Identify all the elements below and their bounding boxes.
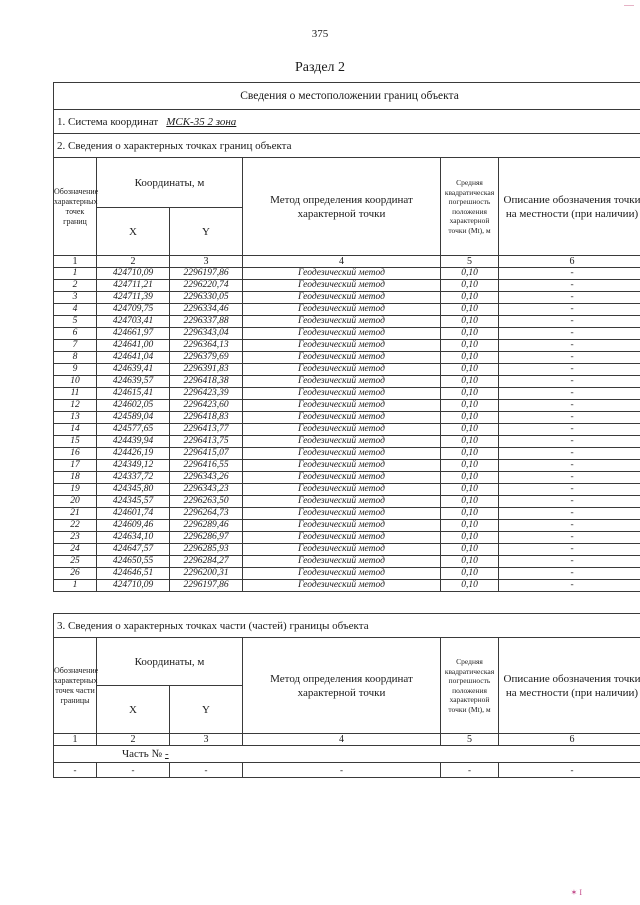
- cell-x: 424634,10: [97, 532, 170, 544]
- cell-desc: -: [499, 400, 640, 412]
- cell-id: 1: [54, 268, 97, 280]
- cell-y: 2296197,86: [170, 580, 243, 592]
- part-number-label: Часть №: [122, 748, 162, 760]
- cell-id: 19: [54, 484, 97, 496]
- cell-desc: -: [499, 280, 640, 292]
- cell-id: 26: [54, 568, 97, 580]
- cell-y: 2296286,97: [170, 532, 243, 544]
- cell-y: 2296197,86: [170, 268, 243, 280]
- cell-id: 14: [54, 424, 97, 436]
- cell-method: Геодезический метод: [243, 472, 441, 484]
- cell-y: 2296343,26: [170, 472, 243, 484]
- cell-id: 24: [54, 544, 97, 556]
- cell-y: 2296289,46: [170, 520, 243, 532]
- cell-method: Геодезический метод: [243, 508, 441, 520]
- cell-x: 424709,75: [97, 304, 170, 316]
- cell-id: 17: [54, 460, 97, 472]
- cell-x: 424602,05: [97, 400, 170, 412]
- cell-x: 424703,41: [97, 316, 170, 328]
- method-header: Метод определения координат характерной точки: [243, 158, 441, 256]
- table-title: Сведения о местоположении границ объекта: [54, 83, 640, 110]
- cell-id: 21: [54, 508, 97, 520]
- cell-y: 2296423,39: [170, 388, 243, 400]
- corner-mark: [624, 2, 634, 6]
- cell-x: 424710,09: [97, 580, 170, 592]
- table-row: [54, 376, 640, 388]
- cell-method: Геодезический метод: [243, 268, 441, 280]
- cell-y: 2296364,13: [170, 340, 243, 352]
- cell-err: 0,10: [441, 352, 499, 364]
- table-row: [54, 400, 640, 412]
- y-header: Y: [170, 208, 243, 256]
- cell-desc: -: [499, 580, 640, 592]
- table-row: [54, 580, 640, 592]
- cell-y: 2296343,23: [170, 484, 243, 496]
- table-row: [54, 556, 640, 568]
- cell-method: Геодезический метод: [243, 340, 441, 352]
- parts-section-title: 3. Сведения о характерных точках части (частей) границы объекта: [54, 614, 640, 638]
- cell-y: 2296416,55: [170, 460, 243, 472]
- table-row: [54, 508, 640, 520]
- table-row: [54, 532, 640, 544]
- cell-method: Геодезический метод: [243, 532, 441, 544]
- cell-id: 10: [54, 376, 97, 388]
- cell-y: 2296334,46: [170, 304, 243, 316]
- cell-x: 424601,74: [97, 508, 170, 520]
- cell-id: 12: [54, 400, 97, 412]
- cell-x: 424661,97: [97, 328, 170, 340]
- cell-method: Геодезический метод: [243, 568, 441, 580]
- table-row: [54, 316, 640, 328]
- part-column-numbers-row: [54, 734, 640, 746]
- cell-method: Геодезический метод: [243, 580, 441, 592]
- table-row: [54, 484, 640, 496]
- table-row: [54, 436, 640, 448]
- table-row: [54, 520, 640, 532]
- cell-x: 424646,51: [97, 568, 170, 580]
- part-x-header: X: [97, 686, 170, 734]
- cell-desc: -: [499, 568, 640, 580]
- table-row: [54, 280, 640, 292]
- cell-err: 0,10: [441, 412, 499, 424]
- table-row: [54, 424, 640, 436]
- part-cell: -: [441, 763, 499, 778]
- table-row: [54, 352, 640, 364]
- cell-desc: -: [499, 388, 640, 400]
- cell-y: 2296415,07: [170, 448, 243, 460]
- cell-err: 0,10: [441, 424, 499, 436]
- part-cell: -: [170, 763, 243, 778]
- col-num: 5: [441, 256, 499, 268]
- part-coordinates-header: Координаты, м: [97, 638, 243, 686]
- cell-id: 15: [54, 436, 97, 448]
- col-num: 6: [499, 734, 640, 746]
- cell-y: 2296423,60: [170, 400, 243, 412]
- cell-method: Геодезический метод: [243, 388, 441, 400]
- cell-x: 424337,72: [97, 472, 170, 484]
- cell-id: 11: [54, 388, 97, 400]
- cell-x: 424589,04: [97, 412, 170, 424]
- error-header: Средняя квадратическая погрешность положения характерной точки (Mt), м: [441, 158, 499, 256]
- cell-x: 424609,46: [97, 520, 170, 532]
- cell-id: 16: [54, 448, 97, 460]
- col-num: 4: [243, 734, 441, 746]
- cell-id: 25: [54, 556, 97, 568]
- cell-method: Геодезический метод: [243, 496, 441, 508]
- cell-y: 2296284,27: [170, 556, 243, 568]
- col-num: 1: [54, 256, 97, 268]
- part-point-id-header: Обозначение характерных точек части границы: [54, 638, 97, 734]
- description-header: Описание обозначения точки на местности (при наличии): [499, 158, 640, 256]
- table-row: [54, 544, 640, 556]
- cell-desc: -: [499, 268, 640, 280]
- cell-desc: -: [499, 484, 640, 496]
- cell-err: 0,10: [441, 460, 499, 472]
- cell-method: Геодезический метод: [243, 460, 441, 472]
- cell-err: 0,10: [441, 388, 499, 400]
- cell-desc: -: [499, 340, 640, 352]
- parts-table: [53, 613, 640, 778]
- cell-x: 424710,09: [97, 268, 170, 280]
- cell-desc: -: [499, 556, 640, 568]
- cell-id: 22: [54, 520, 97, 532]
- cell-x: 424711,21: [97, 280, 170, 292]
- section-title: Раздел 2: [294, 60, 346, 75]
- cell-id: 3: [54, 292, 97, 304]
- cell-y: 2296200,31: [170, 568, 243, 580]
- table-row: [54, 496, 640, 508]
- cell-method: Геодезический метод: [243, 436, 441, 448]
- cell-desc: -: [499, 496, 640, 508]
- cell-desc: -: [499, 424, 640, 436]
- part-y-header: Y: [170, 686, 243, 734]
- cell-err: 0,10: [441, 340, 499, 352]
- cell-y: 2296379,69: [170, 352, 243, 364]
- table-row: [54, 304, 640, 316]
- cell-y: 2296220,74: [170, 280, 243, 292]
- point-id-header: Обозначение характерных точек границ: [54, 158, 97, 256]
- coord-system-value: МСК-35 2 зона: [166, 115, 237, 128]
- part-cell: -: [499, 763, 640, 778]
- cell-err: 0,10: [441, 400, 499, 412]
- cell-id: 20: [54, 496, 97, 508]
- cell-x: 424439,94: [97, 436, 170, 448]
- cell-id: 1: [54, 580, 97, 592]
- cell-x: 424650,55: [97, 556, 170, 568]
- cell-id: 7: [54, 340, 97, 352]
- cell-err: 0,10: [441, 268, 499, 280]
- cell-method: Геодезический метод: [243, 292, 441, 304]
- cell-method: Геодезический метод: [243, 556, 441, 568]
- table-row: [54, 388, 640, 400]
- part-cell: -: [97, 763, 170, 778]
- table-row: [54, 328, 640, 340]
- cell-method: Геодезический метод: [243, 328, 441, 340]
- cell-y: 2296413,75: [170, 436, 243, 448]
- cell-method: Геодезический метод: [243, 400, 441, 412]
- cell-x: 424639,41: [97, 364, 170, 376]
- cell-x: 424577,65: [97, 424, 170, 436]
- cell-desc: -: [499, 472, 640, 484]
- cell-y: 2296413,77: [170, 424, 243, 436]
- coordinates-header: Координаты, м: [97, 158, 243, 208]
- table-row: [54, 412, 640, 424]
- table-row: [54, 472, 640, 484]
- cell-id: 2: [54, 280, 97, 292]
- part-description-header: Описание обозначения точки на местности (при наличии): [499, 638, 640, 734]
- coord-system-label: 1. Система координат: [57, 115, 159, 128]
- table-row: [54, 268, 640, 280]
- cell-desc: -: [499, 304, 640, 316]
- part-number-row: [54, 746, 640, 763]
- part-data-row: [54, 763, 640, 778]
- cell-y: 2296263,50: [170, 496, 243, 508]
- table-row: [54, 340, 640, 352]
- cell-x: 424641,04: [97, 352, 170, 364]
- cell-x: 424711,39: [97, 292, 170, 304]
- cell-method: Геодезический метод: [243, 376, 441, 388]
- table-row: [54, 448, 640, 460]
- cell-err: 0,10: [441, 376, 499, 388]
- col-num: 5: [441, 734, 499, 746]
- cell-desc: -: [499, 520, 640, 532]
- cell-x: 424345,80: [97, 484, 170, 496]
- part-number-value: -: [164, 748, 169, 760]
- cell-desc: -: [499, 316, 640, 328]
- column-numbers-row: [54, 256, 640, 268]
- part-cell: -: [243, 763, 441, 778]
- cell-desc: -: [499, 412, 640, 424]
- cell-y: 2296330,05: [170, 292, 243, 304]
- cell-method: Геодезический метод: [243, 280, 441, 292]
- points-section-title: 2. Сведения о характерных точках границ объекта: [54, 134, 640, 158]
- part-error-header: Средняя квадратическая погрешность положения характерной точки (Mt), м: [441, 638, 499, 734]
- cell-err: 0,10: [441, 532, 499, 544]
- boundary-table: [53, 82, 640, 592]
- cell-id: 13: [54, 412, 97, 424]
- col-num: 6: [499, 256, 640, 268]
- coord-system-row: [54, 110, 640, 134]
- cell-desc: -: [499, 448, 640, 460]
- col-num: 1: [54, 734, 97, 746]
- cell-err: 0,10: [441, 364, 499, 376]
- cell-x: 424426,19: [97, 448, 170, 460]
- cell-y: 2296285,93: [170, 544, 243, 556]
- cell-x: 424641,00: [97, 340, 170, 352]
- cell-method: Геодезический метод: [243, 424, 441, 436]
- cell-err: 0,10: [441, 304, 499, 316]
- table-row: [54, 292, 640, 304]
- cell-id: 18: [54, 472, 97, 484]
- cell-x: 424647,57: [97, 544, 170, 556]
- cell-y: 2296343,04: [170, 328, 243, 340]
- cell-method: Геодезический метод: [243, 352, 441, 364]
- cell-id: 8: [54, 352, 97, 364]
- col-num: 2: [97, 734, 170, 746]
- cell-method: Геодезический метод: [243, 520, 441, 532]
- part-method-header: Метод определения координат характерной точки: [243, 638, 441, 734]
- cell-method: Геодезический метод: [243, 364, 441, 376]
- cell-err: 0,10: [441, 556, 499, 568]
- cell-desc: -: [499, 292, 640, 304]
- table-row: [54, 568, 640, 580]
- cell-err: 0,10: [441, 508, 499, 520]
- cell-method: Геодезический метод: [243, 412, 441, 424]
- cell-method: Геодезический метод: [243, 304, 441, 316]
- cell-desc: -: [499, 436, 640, 448]
- cell-y: 2296391,83: [170, 364, 243, 376]
- cell-err: 0,10: [441, 568, 499, 580]
- cell-id: 4: [54, 304, 97, 316]
- cell-desc: -: [499, 328, 640, 340]
- x-header: X: [97, 208, 170, 256]
- cell-err: 0,10: [441, 316, 499, 328]
- cell-desc: -: [499, 532, 640, 544]
- page-number: 375: [311, 28, 329, 40]
- cell-y: 2296418,83: [170, 412, 243, 424]
- part-cell: -: [54, 763, 97, 778]
- cell-x: 424615,41: [97, 388, 170, 400]
- cell-err: 0,10: [441, 496, 499, 508]
- cell-desc: -: [499, 544, 640, 556]
- cell-desc: -: [499, 508, 640, 520]
- col-num: 3: [170, 256, 243, 268]
- cell-id: 9: [54, 364, 97, 376]
- cell-x: 424349,12: [97, 460, 170, 472]
- cell-x: 424639,57: [97, 376, 170, 388]
- cell-desc: -: [499, 352, 640, 364]
- cell-method: Геодезический метод: [243, 316, 441, 328]
- cell-desc: -: [499, 364, 640, 376]
- cell-err: 0,10: [441, 280, 499, 292]
- points-body: [54, 268, 640, 592]
- cell-y: 2296337,88: [170, 316, 243, 328]
- col-num: 4: [243, 256, 441, 268]
- cell-desc: -: [499, 376, 640, 388]
- cell-method: Геодезический метод: [243, 448, 441, 460]
- cell-y: 2296418,38: [170, 376, 243, 388]
- cell-desc: -: [499, 460, 640, 472]
- cell-id: 6: [54, 328, 97, 340]
- table-row: [54, 460, 640, 472]
- cell-y: 2296264,73: [170, 508, 243, 520]
- col-num: 2: [97, 256, 170, 268]
- cell-err: 0,10: [441, 580, 499, 592]
- cell-x: 424345,57: [97, 496, 170, 508]
- cell-err: 0,10: [441, 472, 499, 484]
- cell-id: 5: [54, 316, 97, 328]
- cell-err: 0,10: [441, 484, 499, 496]
- cell-err: 0,10: [441, 544, 499, 556]
- col-num: 3: [170, 734, 243, 746]
- cell-err: 0,10: [441, 448, 499, 460]
- cell-err: 0,10: [441, 328, 499, 340]
- stamp-mark: ✶ I: [570, 888, 582, 897]
- cell-id: 23: [54, 532, 97, 544]
- cell-err: 0,10: [441, 292, 499, 304]
- cell-err: 0,10: [441, 520, 499, 532]
- table-row: [54, 364, 640, 376]
- cell-method: Геодезический метод: [243, 484, 441, 496]
- cell-method: Геодезический метод: [243, 544, 441, 556]
- cell-err: 0,10: [441, 436, 499, 448]
